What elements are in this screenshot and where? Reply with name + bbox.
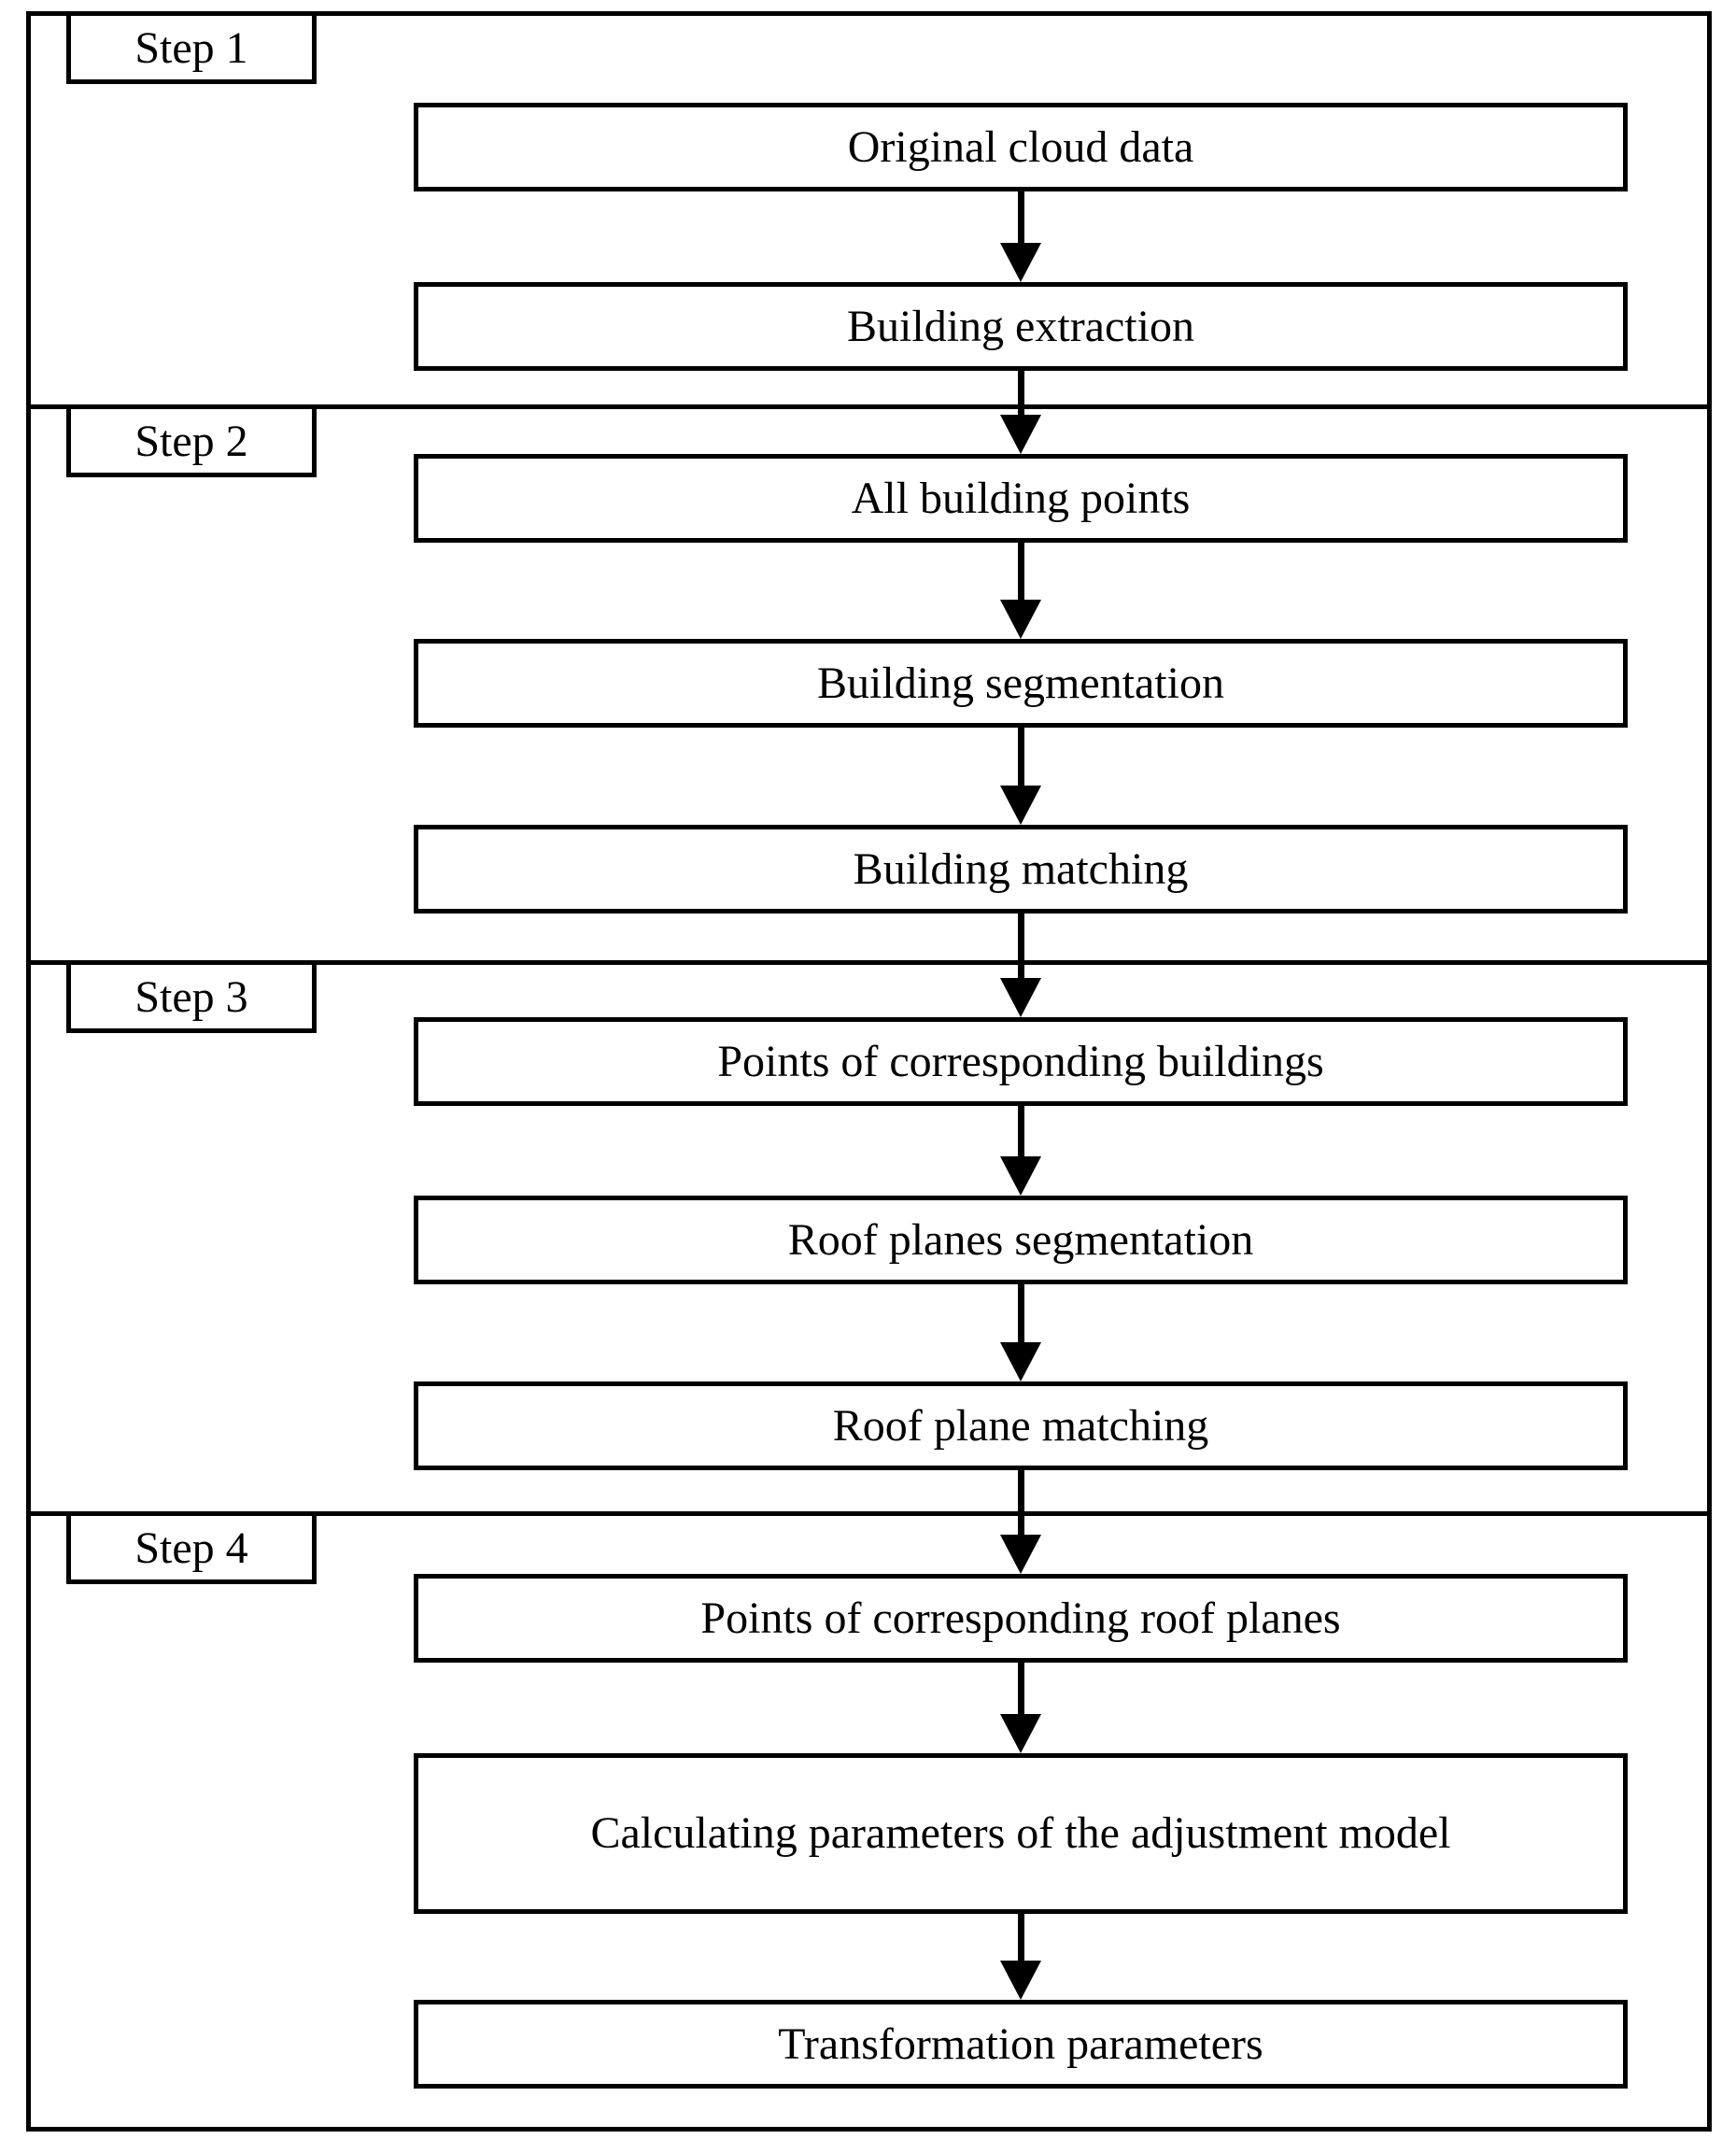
arrow-down-icon: [1000, 1535, 1041, 1574]
flow-arrow-10: [1000, 1912, 1041, 2000]
arrow-down-icon: [1000, 786, 1041, 825]
flow-box-text: Transformation parameters: [778, 2018, 1263, 2069]
arrow-shaft: [1018, 1470, 1024, 1535]
flow-box-text: Original cloud data: [847, 121, 1194, 172]
arrow-down-icon: [1000, 243, 1041, 282]
flow-arrow-5: [1000, 914, 1041, 1017]
flow-box-text: Points of corresponding buildings: [717, 1036, 1324, 1086]
flow-arrow-9: [1000, 1663, 1041, 1753]
arrow-shaft: [1018, 728, 1024, 786]
arrow-shaft: [1018, 191, 1024, 243]
flow-arrow-7: [1000, 1284, 1041, 1381]
flow-box-text: Building segmentation: [817, 658, 1224, 708]
flow-box-text: Building extraction: [847, 301, 1194, 351]
flow-arrow-4: [1000, 728, 1041, 825]
flow-box-original-cloud-data: [414, 103, 1628, 191]
arrow-down-icon: [1000, 415, 1041, 454]
flow-arrow-8: [1000, 1470, 1041, 1574]
flow-box-roof-plane-matching: [414, 1381, 1628, 1470]
flow-box-points-of-corresponding-roof-planes: [414, 1574, 1628, 1663]
flow-box-text: All building points: [851, 473, 1191, 523]
step-label-4: [66, 1511, 317, 1584]
step-label-1: [66, 11, 317, 84]
flow-arrow-1: [1000, 191, 1041, 282]
step-label-3-text: Step 3: [134, 971, 248, 1022]
arrow-down-icon: [1000, 1342, 1041, 1381]
arrow-shaft: [1018, 543, 1024, 600]
arrow-shaft: [1018, 1106, 1024, 1156]
arrow-shaft: [1018, 914, 1024, 978]
flow-arrow-6: [1000, 1106, 1041, 1196]
flow-arrow-2: [1000, 371, 1041, 454]
arrow-shaft: [1018, 1912, 1024, 1961]
flow-box-text: Roof plane matching: [832, 1400, 1209, 1451]
arrow-down-icon: [1000, 1961, 1041, 2000]
flow-box-all-building-points: [414, 454, 1628, 543]
step-label-4-text: Step 4: [134, 1523, 248, 1573]
step-label-3: [66, 960, 317, 1033]
arrow-shaft: [1018, 1284, 1024, 1342]
arrow-down-icon: [1000, 600, 1041, 639]
step-label-2: [66, 404, 317, 477]
arrow-down-icon: [1000, 1156, 1041, 1196]
arrow-down-icon: [1000, 1714, 1041, 1753]
flow-box-transformation-parameters: [414, 2000, 1628, 2089]
step-label-1-text: Step 1: [134, 22, 248, 73]
flow-box-building-matching: [414, 825, 1628, 914]
flow-box-building-extraction: [414, 282, 1628, 371]
flow-box-text: Roof planes segmentation: [787, 1214, 1254, 1265]
flow-box-text: Points of corresponding roof planes: [700, 1593, 1341, 1643]
flow-arrow-3: [1000, 543, 1041, 639]
arrow-shaft: [1018, 371, 1024, 415]
flow-box-roof-planes-segmentation: [414, 1196, 1628, 1284]
flow-box-points-of-corresponding-buildings: [414, 1017, 1628, 1106]
flow-box-building-segmentation: [414, 639, 1628, 728]
flowchart-frame: [26, 11, 1712, 2132]
flow-box-text: Building matching: [853, 843, 1189, 894]
step-label-2-text: Step 2: [134, 416, 248, 466]
arrow-down-icon: [1000, 978, 1041, 1017]
flow-box-calculating-parameters-adjustment-model: [414, 1753, 1628, 1914]
flow-box-text: Calculating parameters of the adjustment model: [590, 1808, 1451, 1858]
arrow-shaft: [1018, 1663, 1024, 1714]
